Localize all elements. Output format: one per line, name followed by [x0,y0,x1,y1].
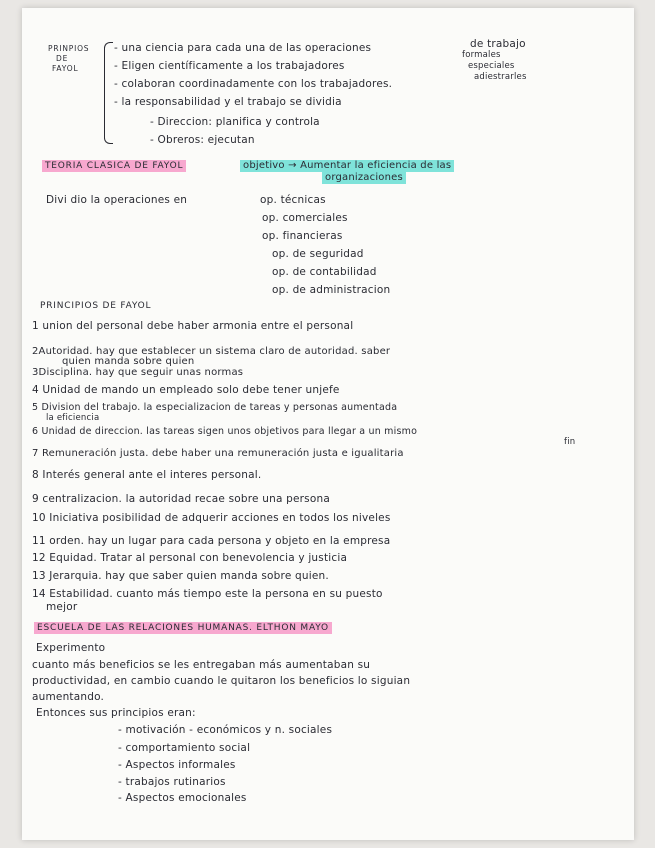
fayol-item-4: - la responsabilidad y el trabajo se dividia [114,96,342,108]
fayol-item-6: - Obreros: ejecutan [150,134,255,146]
principle-3: 3Disciplina. hay que seguir unas normas [32,367,244,378]
principle-5: 5 Division del trabajo. la especializacion de tareas y personas aumentada [32,402,398,413]
operation-4: op. de seguridad [272,248,364,260]
mayo-principle-3: - Aspectos informales [118,759,236,771]
side-note-3: especiales [468,61,515,71]
principle-2: 2Autoridad. hay que establecer un sistema claro de autoridad. saber [32,346,391,357]
side-note-1: de trabajo [470,38,526,50]
mayo-principle-5: - Aspectos emocionales [118,792,247,804]
principle-6: 6 Unidad de direccion. las tareas sigen unos objetivos para llegar a un mismo [32,426,418,437]
principle-2-cont: quien manda sobre quien [62,356,195,367]
fayol-item-3: - colaboran coordinadamente con los trabajadores. [114,78,393,90]
brace [104,42,113,144]
principle-14: 14 Estabilidad. cuanto más tiempo este la persona en su puesto [32,588,383,600]
section-title-escuela: ESCUELA DE LAS RELACIONES HUMANAS. ELTHON MAYO [34,622,332,634]
section-title-principios: PRINCIPIOS DE FAYOL [40,301,152,311]
principle-13: 13 Jerarquia. hay que saber quien manda sobre quien. [32,570,329,582]
principle-4: 4 Unidad de mando un empleado solo debe tener unjefe [32,384,340,396]
mayo-principle-4: - trabajos rutinarios [118,776,226,788]
experiment-label: Experimento [36,642,106,654]
principle-5-cont: la eficiencia [46,413,100,423]
objective-line-2: organizaciones [322,172,406,184]
principle-1: 1 union del personal debe haber armonia entre el personal [32,320,354,332]
experiment-line-2: productividad, en cambio cuando le quitaron los beneficios lo siguian [32,675,411,687]
operation-6: op. de administracion [272,284,391,296]
fayol-label-1: PRINPIOS [48,44,90,53]
operation-5: op. de contabilidad [272,266,377,278]
section-title-teoria: TEORIA CLASICA DE FAYOL [42,160,186,172]
operation-2: op. comerciales [262,212,348,224]
principle-12: 12 Equidad. Tratar al personal con benevolencia y justicia [32,552,348,564]
mayo-principle-1: - motivación - económicos y n. sociales [118,724,333,736]
divide-label: Divi dio la operaciones en [46,194,188,206]
fayol-item-2: - Eligen científicamente a los trabajadores [114,60,345,72]
principles-intro: Entonces sus principios eran: [36,707,196,719]
fayol-label-2: DE [56,54,69,63]
operation-3: op. financieras [262,230,343,242]
principle-8: 8 Interés general ante el interes personal. [32,469,262,481]
principle-6-cont: fin [564,437,576,447]
principle-7: 7 Remuneración justa. debe haber una remuneración justa e igualitaria [32,448,404,459]
principle-10: 10 Iniciativa posibilidad de adquerir acciones en todos los niveles [32,512,391,524]
experiment-line-1: cuanto más beneficios se les entregaban más aumentaban su [32,659,371,671]
objective-line-1: objetivo → Aumentar la eficiencia de las [240,160,454,172]
operation-1: op. técnicas [260,194,326,206]
side-note-4: adiestrarles [474,72,527,82]
fayol-item-1: - una ciencia para cada una de las operaciones [114,42,372,54]
principle-9: 9 centralizacion. la autoridad recae sobre una persona [32,493,330,505]
side-note-2: formales [462,50,501,60]
principle-11: 11 orden. hay un lugar para cada persona y objeto en la empresa [32,535,391,547]
experiment-line-3: aumentando. [32,691,105,703]
mayo-principle-2: - comportamiento social [118,742,251,754]
principle-14-cont: mejor [46,601,78,613]
notebook-page [22,8,634,840]
fayol-label-3: FAYOL [52,64,79,73]
fayol-item-5: - Direccion: planifica y controla [150,116,320,128]
